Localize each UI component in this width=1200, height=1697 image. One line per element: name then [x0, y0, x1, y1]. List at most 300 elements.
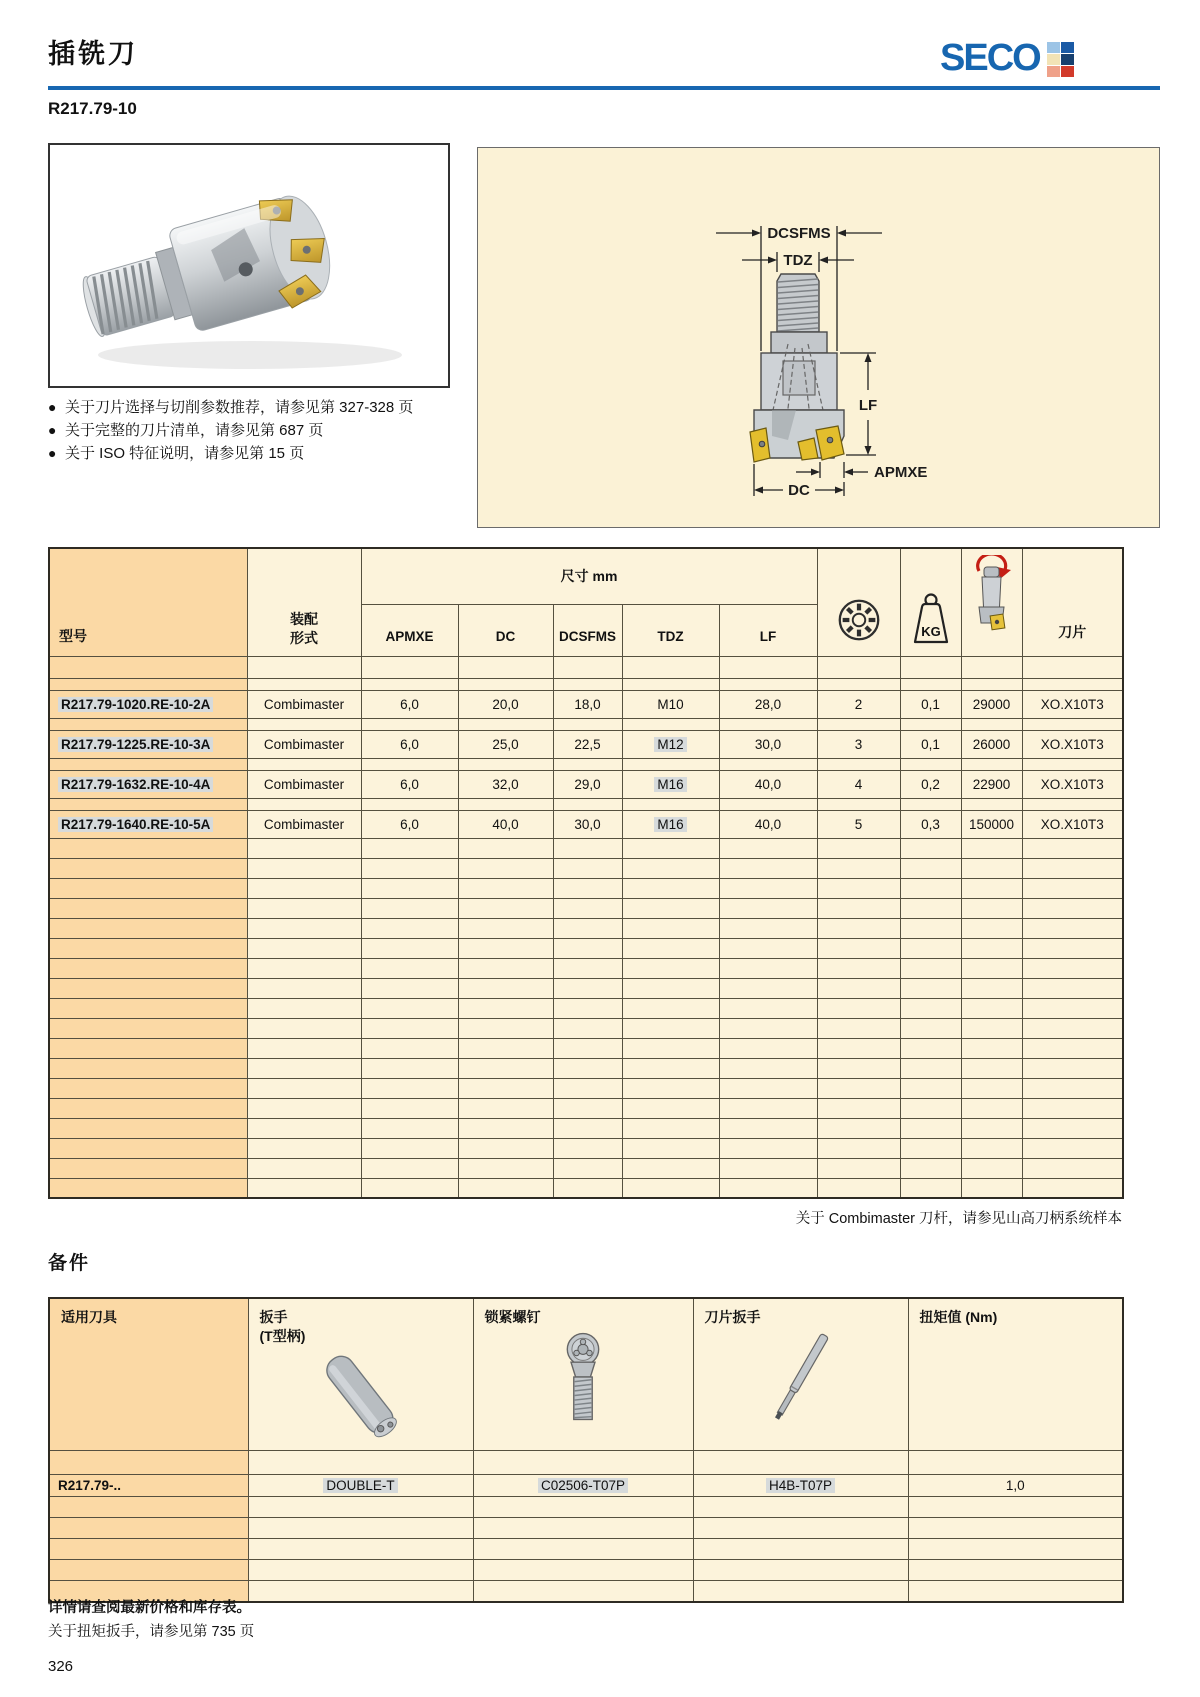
empty-cell	[361, 938, 458, 958]
empty-cell	[553, 1038, 622, 1058]
cell-insert: XO.X10T3	[1022, 770, 1123, 798]
cell-insert_key	[693, 1475, 908, 1497]
empty-cell	[622, 958, 719, 978]
cell-z: 5	[817, 810, 900, 838]
empty-cell	[1022, 958, 1123, 978]
empty-row	[49, 1518, 1123, 1539]
empty-cell	[49, 978, 247, 998]
empty-cell	[817, 678, 900, 690]
empty-row	[49, 1098, 1123, 1118]
empty-cell	[900, 678, 961, 690]
empty-cell	[458, 1118, 553, 1138]
empty-cell	[361, 958, 458, 978]
mount-header-line2: 形式	[290, 629, 318, 646]
empty-cell	[908, 1560, 1123, 1581]
empty-cell	[817, 838, 900, 858]
seco-logo-text: SECO	[940, 37, 1040, 79]
empty-cell	[961, 1098, 1022, 1118]
empty-cell	[961, 1018, 1022, 1038]
cell-dcsfms: 30,0	[553, 810, 622, 838]
torque-label: 扭矩值 (Nm)	[919, 1309, 998, 1325]
empty-cell	[49, 1118, 247, 1138]
empty-row	[49, 1560, 1123, 1581]
empty-cell	[719, 1118, 817, 1138]
empty-row	[49, 1058, 1123, 1078]
empty-cell	[49, 1158, 247, 1178]
screw-illustration	[475, 1329, 692, 1430]
empty-cell	[247, 878, 361, 898]
empty-cell	[961, 1078, 1022, 1098]
empty-cell	[622, 1158, 719, 1178]
logo-flag-square	[1047, 66, 1060, 77]
tooth-count-icon	[834, 595, 884, 645]
empty-cell	[49, 656, 247, 678]
empty-cell	[719, 758, 817, 770]
empty-row	[49, 798, 1123, 810]
empty-cell	[553, 1098, 622, 1118]
cell-apmxe: 6,0	[361, 730, 458, 758]
empty-row	[49, 678, 1123, 690]
empty-cell	[458, 1078, 553, 1098]
empty-row	[49, 1018, 1123, 1038]
empty-cell	[961, 1158, 1022, 1178]
empty-cell	[719, 1018, 817, 1038]
empty-cell	[361, 1098, 458, 1118]
empty-cell	[961, 958, 1022, 978]
col-header-max-rpm	[961, 548, 1022, 656]
spares-row	[49, 1475, 1123, 1497]
cell-dc: 20,0	[458, 690, 553, 718]
empty-row	[49, 858, 1123, 878]
empty-cell	[1022, 758, 1123, 770]
empty-cell	[361, 918, 458, 938]
empty-cell	[961, 838, 1022, 858]
cell-tdz	[622, 730, 719, 758]
empty-cell	[247, 1018, 361, 1038]
empty-cell	[719, 918, 817, 938]
empty-cell	[1022, 718, 1123, 730]
empty-cell	[247, 1058, 361, 1078]
empty-cell	[1022, 838, 1123, 858]
col-header-lf: LF	[719, 604, 817, 656]
empty-cell	[247, 1078, 361, 1098]
empty-cell	[817, 1138, 900, 1158]
cell-dc: 32,0	[458, 770, 553, 798]
empty-cell	[553, 1058, 622, 1078]
empty-cell	[961, 998, 1022, 1018]
empty-cell	[361, 1078, 458, 1098]
empty-cell	[361, 1038, 458, 1058]
page-title: 插铣刀	[48, 39, 138, 69]
cell-lf: 40,0	[719, 770, 817, 798]
empty-cell	[49, 1451, 248, 1475]
empty-cell	[361, 758, 458, 770]
empty-row	[49, 758, 1123, 770]
empty-cell	[553, 718, 622, 730]
col-header-dc: DC	[458, 604, 553, 656]
empty-cell	[361, 838, 458, 858]
empty-cell	[900, 656, 961, 678]
cell-apmxe: 6,0	[361, 810, 458, 838]
empty-cell	[553, 918, 622, 938]
empty-row	[49, 1178, 1123, 1198]
cell-mount: Combimaster	[247, 730, 361, 758]
highlighted-value: M16	[654, 777, 686, 792]
empty-cell	[361, 998, 458, 1018]
empty-cell	[553, 798, 622, 810]
cell-z: 4	[817, 770, 900, 798]
empty-cell	[553, 656, 622, 678]
empty-cell	[361, 1058, 458, 1078]
col-header-torque	[908, 1298, 1123, 1451]
empty-cell	[473, 1581, 693, 1602]
lf-label: LF	[858, 397, 878, 414]
cell-tdz	[622, 770, 719, 798]
empty-row	[49, 1138, 1123, 1158]
col-header-applicable-tool	[49, 1298, 248, 1451]
empty-cell	[247, 978, 361, 998]
cell-dc: 25,0	[458, 730, 553, 758]
empty-cell	[49, 1138, 247, 1158]
empty-row	[49, 878, 1123, 898]
empty-cell	[247, 898, 361, 918]
empty-cell	[458, 858, 553, 878]
empty-cell	[49, 878, 247, 898]
empty-cell	[1022, 878, 1123, 898]
empty-cell	[248, 1560, 473, 1581]
empty-cell	[817, 758, 900, 770]
empty-cell	[553, 1178, 622, 1198]
highlighted-value: R217.79-1640.RE-10-5A	[58, 817, 213, 832]
empty-cell	[817, 1038, 900, 1058]
cell-torque: 1,0	[908, 1475, 1123, 1497]
empty-cell	[719, 1058, 817, 1078]
empty-cell	[900, 798, 961, 810]
cell-insert: XO.X10T3	[1022, 730, 1123, 758]
cell-insert: XO.X10T3	[1022, 810, 1123, 838]
empty-cell	[719, 1078, 817, 1098]
empty-row	[49, 918, 1123, 938]
empty-cell	[458, 758, 553, 770]
empty-cell	[1022, 1118, 1123, 1138]
bullet-icon: ●	[48, 422, 57, 438]
cell-tool: R217.79-..	[49, 1475, 248, 1497]
empty-cell	[458, 1098, 553, 1118]
empty-cell	[961, 878, 1022, 898]
empty-cell	[49, 1018, 247, 1038]
empty-cell	[1022, 998, 1123, 1018]
empty-row	[49, 718, 1123, 730]
empty-cell	[247, 1178, 361, 1198]
empty-cell	[900, 878, 961, 898]
empty-cell	[247, 1118, 361, 1138]
empty-cell	[817, 1078, 900, 1098]
empty-cell	[458, 978, 553, 998]
empty-cell	[553, 898, 622, 918]
tdz-label: TDZ	[783, 252, 813, 269]
empty-cell	[961, 1178, 1022, 1198]
highlighted-value: C02506-T07P	[538, 1478, 628, 1493]
note-item	[48, 419, 478, 442]
empty-cell	[693, 1451, 908, 1475]
col-header-insert: 刀片	[1022, 548, 1123, 656]
empty-row	[49, 978, 1123, 998]
empty-cell	[900, 858, 961, 878]
empty-cell	[49, 1560, 248, 1581]
bullet-icon: ●	[48, 445, 57, 461]
empty-cell	[817, 1118, 900, 1138]
empty-cell	[693, 1497, 908, 1518]
empty-cell	[908, 1581, 1123, 1602]
empty-cell	[553, 1018, 622, 1038]
empty-cell	[458, 938, 553, 958]
empty-cell	[961, 938, 1022, 958]
empty-cell	[458, 678, 553, 690]
cell-rpm_max: 150000	[961, 810, 1022, 838]
empty-cell	[900, 1118, 961, 1138]
series-heading: R217.79-10	[48, 99, 137, 118]
note-text: 关于刀片选择与切削参数推荐，请参见第 327-328 页	[65, 399, 414, 416]
empty-cell	[553, 838, 622, 858]
empty-cell	[553, 678, 622, 690]
cell-weight_kg: 0,2	[900, 770, 961, 798]
empty-cell	[247, 858, 361, 878]
empty-cell	[1022, 798, 1123, 810]
empty-cell	[961, 1058, 1022, 1078]
mount-header-line1: 装配	[290, 610, 318, 627]
empty-cell	[247, 1158, 361, 1178]
seco-logo-flag-icon	[1047, 42, 1074, 77]
empty-cell	[1022, 1138, 1123, 1158]
cell-rpm_max: 22900	[961, 770, 1022, 798]
empty-cell	[622, 1138, 719, 1158]
empty-row	[49, 1451, 1123, 1475]
cell-lf: 28,0	[719, 690, 817, 718]
cell-dcsfms: 29,0	[553, 770, 622, 798]
empty-cell	[553, 998, 622, 1018]
empty-cell	[719, 798, 817, 810]
cell-wrench	[248, 1475, 473, 1497]
empty-cell	[247, 678, 361, 690]
empty-cell	[247, 656, 361, 678]
col-group-dimensions-mm: 尺寸 mm	[361, 548, 817, 604]
empty-cell	[622, 918, 719, 938]
highlighted-value: H4B-T07P	[766, 1478, 835, 1493]
insert-key-label: 刀片扳手	[704, 1309, 761, 1325]
empty-cell	[361, 858, 458, 878]
empty-cell	[693, 1539, 908, 1560]
dcsfms-label: DCSFMS	[767, 225, 831, 242]
empty-cell	[719, 1178, 817, 1198]
empty-cell	[553, 938, 622, 958]
empty-cell	[553, 1078, 622, 1098]
empty-cell	[1022, 1178, 1123, 1198]
empty-cell	[361, 1158, 458, 1178]
empty-cell	[817, 718, 900, 730]
col-header-insert-key	[693, 1298, 908, 1451]
cell-screw	[473, 1475, 693, 1497]
empty-cell	[49, 1539, 248, 1560]
empty-cell	[622, 1058, 719, 1078]
logo-flag-square	[1047, 54, 1060, 65]
empty-cell	[719, 958, 817, 978]
cell-lf: 40,0	[719, 810, 817, 838]
product-photo-illustration	[50, 145, 448, 386]
highlighted-value: R217.79-1225.RE-10-3A	[58, 737, 213, 752]
empty-cell	[49, 718, 247, 730]
empty-cell	[961, 758, 1022, 770]
empty-cell	[49, 758, 247, 770]
empty-cell	[247, 1138, 361, 1158]
empty-cell	[693, 1560, 908, 1581]
empty-cell	[553, 1118, 622, 1138]
empty-cell	[817, 858, 900, 878]
empty-cell	[622, 718, 719, 730]
empty-cell	[473, 1518, 693, 1539]
empty-cell	[458, 1178, 553, 1198]
empty-cell	[247, 958, 361, 978]
empty-row	[49, 958, 1123, 978]
empty-cell	[817, 898, 900, 918]
empty-cell	[622, 1178, 719, 1198]
empty-cell	[361, 718, 458, 730]
combimaster-note: 关于 Combimaster 刀杆，请参见山高刀柄系统样本	[795, 1211, 1122, 1227]
empty-cell	[719, 838, 817, 858]
empty-cell	[1022, 1058, 1123, 1078]
highlighted-value: R217.79-1632.RE-10-4A	[58, 777, 213, 792]
table-row	[49, 770, 1123, 798]
empty-cell	[553, 1158, 622, 1178]
empty-cell	[961, 918, 1022, 938]
kg-label: KG	[920, 623, 941, 639]
empty-cell	[361, 798, 458, 810]
empty-cell	[1022, 1018, 1123, 1038]
empty-cell	[1022, 1158, 1123, 1178]
empty-cell	[49, 1078, 247, 1098]
empty-cell	[900, 898, 961, 918]
header-divider	[48, 86, 1160, 90]
empty-row	[49, 998, 1123, 1018]
empty-cell	[553, 858, 622, 878]
table-row	[49, 810, 1123, 838]
empty-cell	[49, 1518, 248, 1539]
cell-insert: XO.X10T3	[1022, 690, 1123, 718]
empty-cell	[817, 938, 900, 958]
empty-cell	[719, 858, 817, 878]
empty-cell	[473, 1539, 693, 1560]
empty-cell	[49, 1178, 247, 1198]
cell-z: 2	[817, 690, 900, 718]
empty-cell	[458, 958, 553, 978]
empty-cell	[900, 838, 961, 858]
empty-cell	[1022, 858, 1123, 878]
empty-cell	[458, 1038, 553, 1058]
cell-mount: Combimaster	[247, 770, 361, 798]
empty-cell	[900, 958, 961, 978]
empty-cell	[622, 1098, 719, 1118]
footer-torque-wrench-note: 关于扭矩扳手，请参见第 735 页	[48, 1624, 255, 1640]
page-number: 326	[48, 1658, 74, 1675]
logo-flag-square	[1061, 42, 1074, 53]
empty-row	[49, 838, 1123, 858]
empty-cell	[1022, 1078, 1123, 1098]
empty-cell	[49, 1497, 248, 1518]
wrench-label-line1: 扳手	[259, 1309, 288, 1325]
note-text: 关于完整的刀片清单，请参见第 687 页	[65, 422, 324, 439]
empty-cell	[908, 1451, 1123, 1475]
empty-cell	[458, 656, 553, 678]
empty-cell	[719, 1038, 817, 1058]
empty-cell	[49, 858, 247, 878]
empty-cell	[719, 898, 817, 918]
empty-cell	[458, 918, 553, 938]
logo-flag-square	[1047, 42, 1060, 53]
cell-tdz: M10	[622, 690, 719, 718]
empty-cell	[361, 878, 458, 898]
empty-cell	[247, 1098, 361, 1118]
empty-cell	[900, 1018, 961, 1038]
empty-cell	[719, 1138, 817, 1158]
empty-cell	[248, 1497, 473, 1518]
empty-row	[49, 898, 1123, 918]
empty-cell	[49, 678, 247, 690]
empty-cell	[622, 1118, 719, 1138]
empty-cell	[1022, 678, 1123, 690]
cell-apmxe: 6,0	[361, 770, 458, 798]
empty-cell	[49, 1098, 247, 1118]
empty-cell	[900, 1078, 961, 1098]
empty-cell	[458, 898, 553, 918]
empty-cell	[817, 798, 900, 810]
cell-mount: Combimaster	[247, 810, 361, 838]
empty-cell	[553, 978, 622, 998]
empty-cell	[247, 718, 361, 730]
empty-cell	[693, 1518, 908, 1539]
empty-cell	[247, 918, 361, 938]
note-item	[48, 396, 478, 419]
empty-cell	[458, 878, 553, 898]
empty-cell	[961, 656, 1022, 678]
empty-cell	[900, 1178, 961, 1198]
empty-cell	[49, 918, 247, 938]
empty-cell	[961, 798, 1022, 810]
empty-cell	[622, 998, 719, 1018]
empty-cell	[908, 1497, 1123, 1518]
notes-list	[48, 396, 478, 465]
empty-cell	[817, 1178, 900, 1198]
dc-label: DC	[788, 482, 810, 499]
empty-cell	[247, 798, 361, 810]
main-product-table	[48, 547, 1124, 1199]
empty-cell	[49, 898, 247, 918]
empty-cell	[900, 978, 961, 998]
empty-cell	[248, 1539, 473, 1560]
empty-cell	[458, 798, 553, 810]
empty-row	[49, 1038, 1123, 1058]
empty-cell	[553, 1138, 622, 1158]
empty-cell	[49, 1058, 247, 1078]
spares-table	[48, 1297, 1124, 1603]
cell-model	[49, 770, 247, 798]
cell-rpm_max: 29000	[961, 690, 1022, 718]
empty-row	[49, 938, 1123, 958]
empty-cell	[248, 1518, 473, 1539]
cell-dcsfms: 18,0	[553, 690, 622, 718]
empty-cell	[719, 978, 817, 998]
cell-model	[49, 690, 247, 718]
empty-cell	[719, 998, 817, 1018]
empty-cell	[719, 656, 817, 678]
